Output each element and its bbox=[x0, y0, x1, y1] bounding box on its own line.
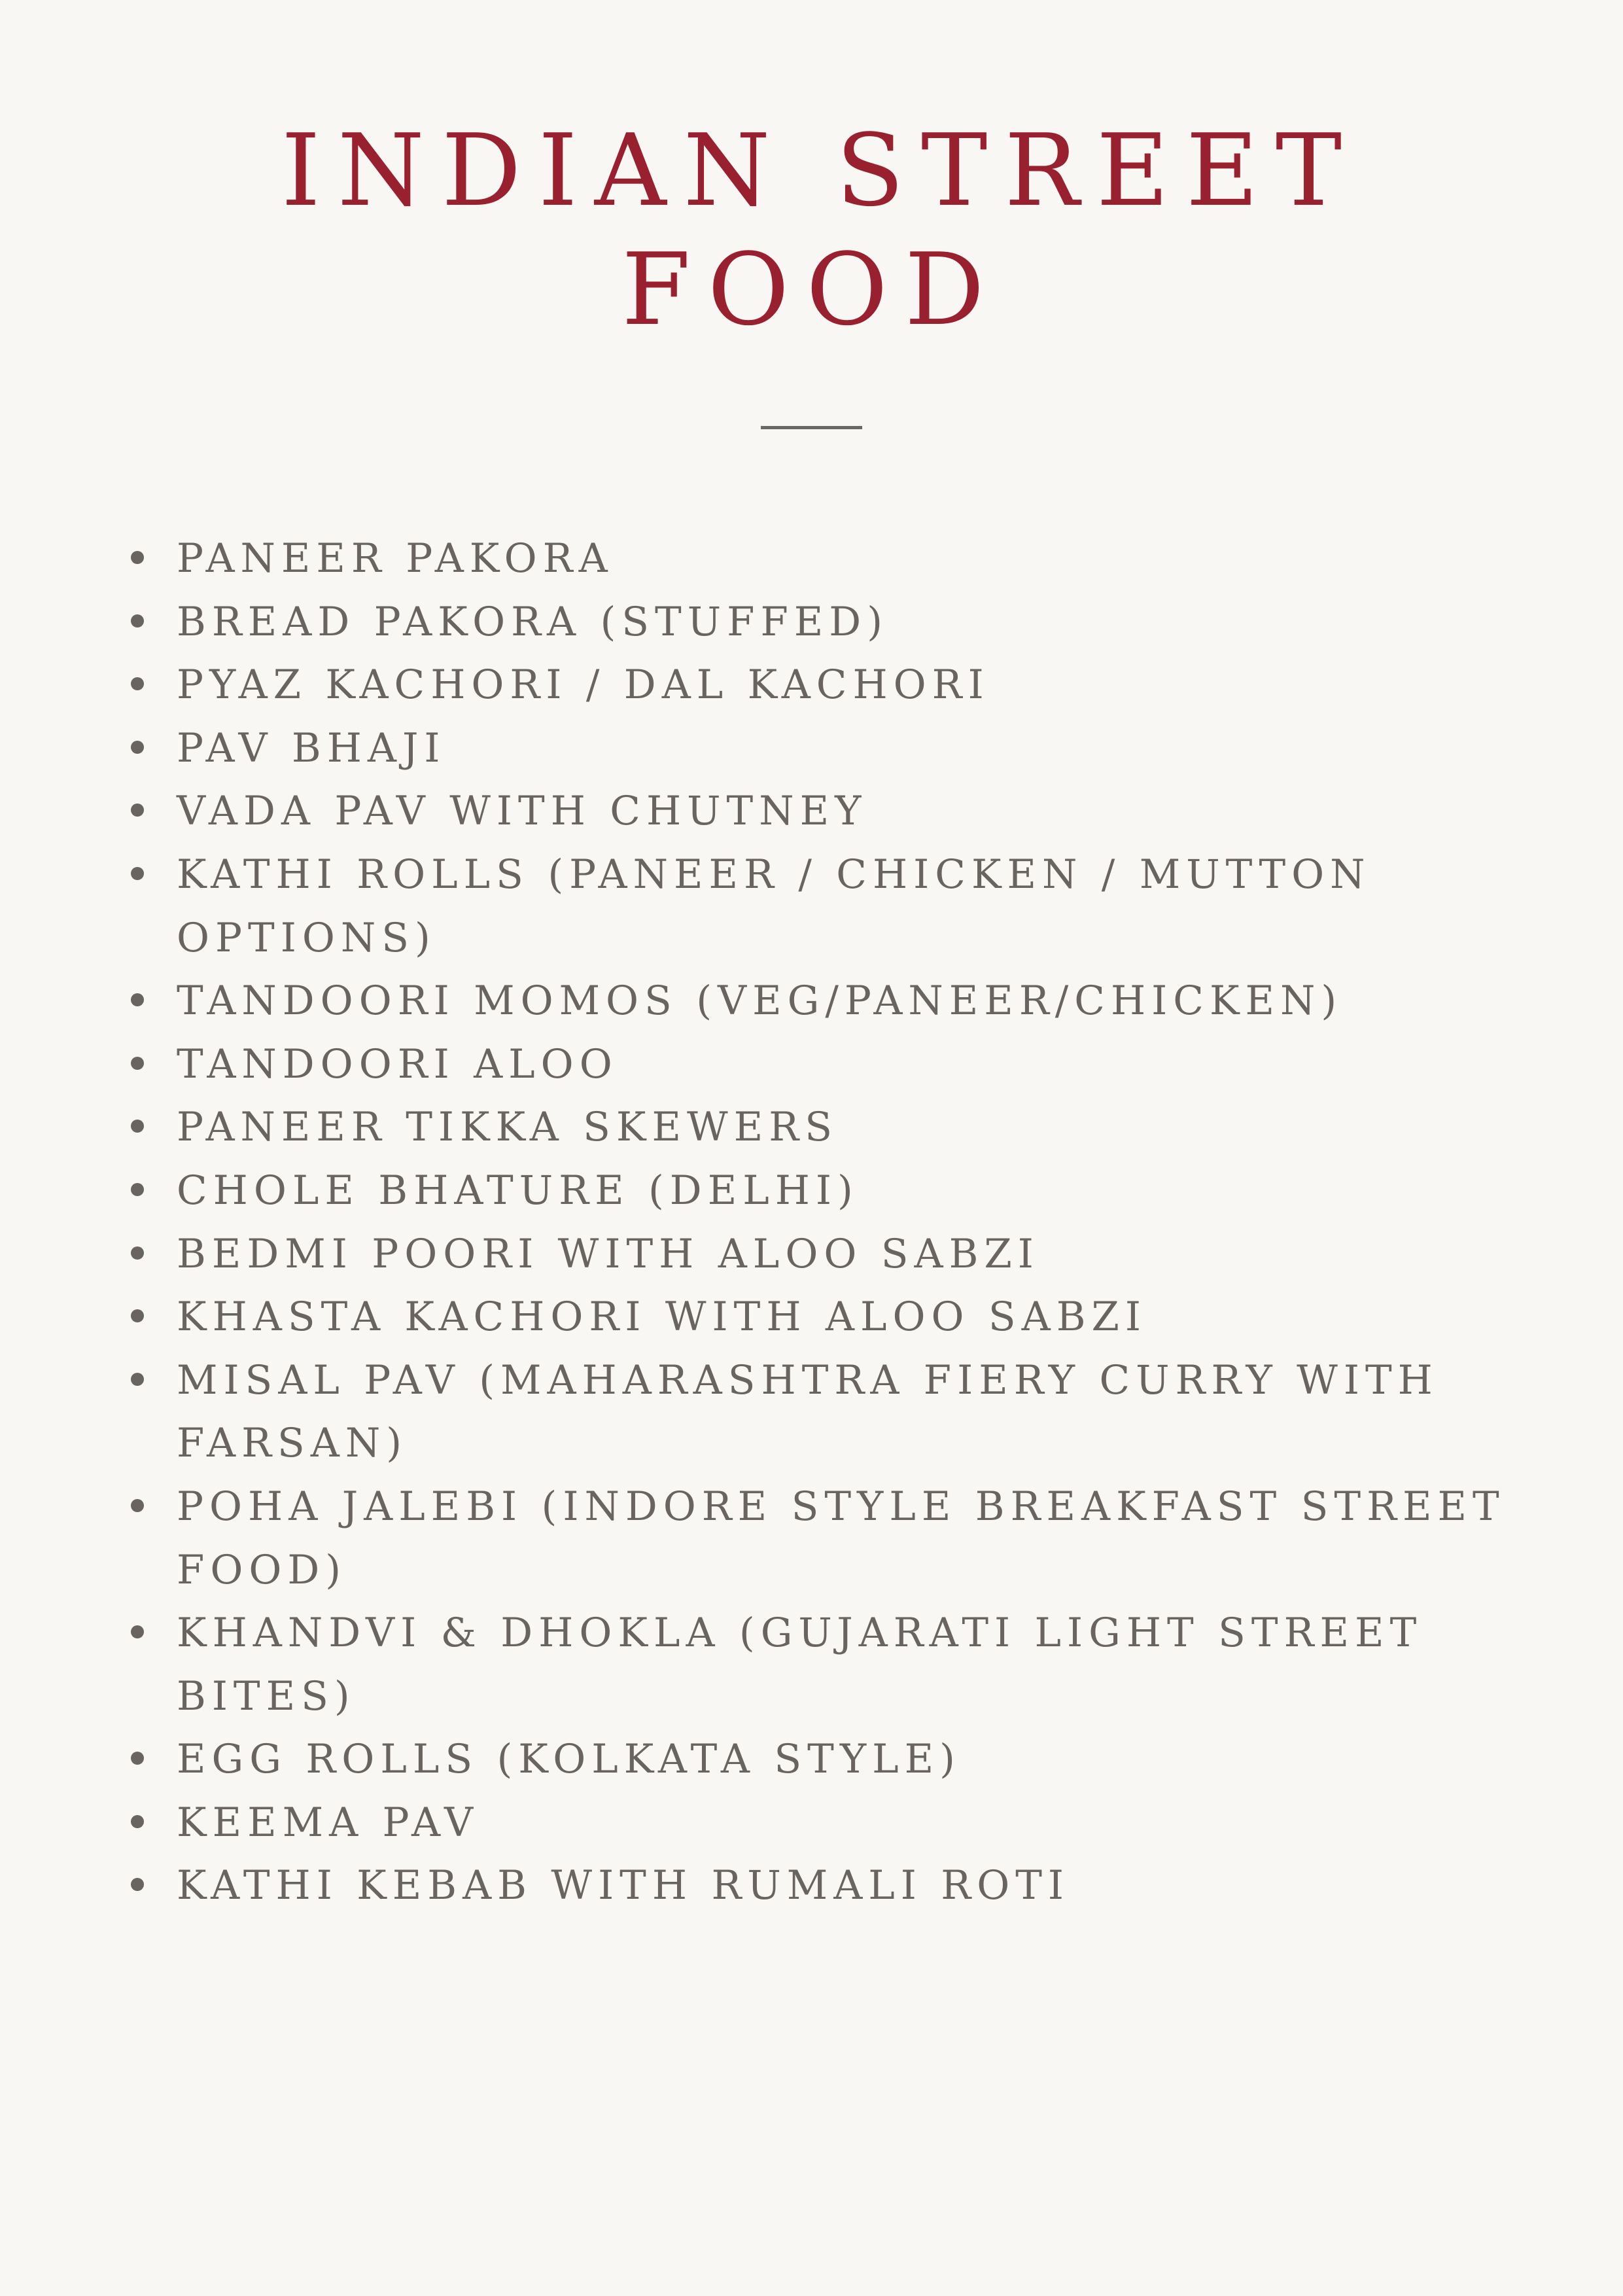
list-item-label: PANEER PAKORA bbox=[177, 535, 614, 582]
food-list bbox=[130, 527, 1529, 1918]
bullet-icon bbox=[131, 741, 144, 754]
list-item bbox=[130, 654, 1529, 717]
list-item-label: PANEER TIKKA SKEWERS bbox=[177, 1104, 838, 1151]
list-item-label: CHOLE BHATURE (DELHI) bbox=[177, 1167, 859, 1214]
list-item bbox=[130, 1286, 1529, 1349]
list-item-label: BREAD PAKORA (STUFFED) bbox=[177, 598, 889, 645]
list-item bbox=[130, 1792, 1529, 1855]
bullet-icon bbox=[131, 1625, 144, 1638]
list-item-label: PAV BHAJI bbox=[177, 724, 446, 771]
bullet-icon bbox=[131, 1183, 144, 1196]
list-item-label: BEDMI POORI WITH ALOO SABZI bbox=[177, 1230, 1039, 1277]
list-item bbox=[130, 1223, 1529, 1286]
list-item-label: KHANDVI & DHOKLA (GUJARATI LIGHT STREET BITES) bbox=[177, 1610, 1423, 1720]
list-item-label: KEEMA PAV bbox=[177, 1799, 480, 1846]
bullet-icon bbox=[131, 993, 144, 1006]
list-item bbox=[130, 1475, 1529, 1602]
bullet-icon bbox=[131, 804, 144, 817]
bullet-icon bbox=[131, 677, 144, 690]
list-item bbox=[130, 1602, 1529, 1728]
bullet-icon bbox=[131, 1499, 144, 1512]
list-item-label: KATHI ROLLS (PANEER / CHICKEN / MUTTON OPTIONS) bbox=[177, 851, 1371, 961]
bullet-icon bbox=[131, 1878, 144, 1891]
bullet-icon bbox=[131, 551, 144, 564]
bullet-icon bbox=[131, 1752, 144, 1765]
list-item-label: KHASTA KACHORI WITH ALOO SABZI bbox=[177, 1294, 1147, 1341]
list-item-label: VADA PAV WITH CHUTNEY bbox=[177, 788, 867, 835]
list-item bbox=[130, 1854, 1529, 1918]
list-item-label: MISAL PAV (MAHARASHTRA FIERY CURRY WITH FARSAN) bbox=[177, 1356, 1439, 1467]
list-item bbox=[130, 843, 1529, 970]
bullet-icon bbox=[131, 614, 144, 627]
list-item bbox=[130, 780, 1529, 843]
list-item bbox=[130, 1728, 1529, 1792]
list-item-label: PYAZ KACHORI / DAL KACHORI bbox=[177, 662, 990, 709]
list-item-label: KATHI KEBAB WITH RUMALI ROTI bbox=[177, 1862, 1070, 1909]
list-item bbox=[130, 527, 1529, 591]
list-item bbox=[130, 1033, 1529, 1097]
bullet-icon bbox=[131, 1373, 144, 1386]
bullet-icon bbox=[131, 1057, 144, 1070]
page-title: INDIAN STREET FOOD bbox=[281, 113, 1359, 347]
bullet-icon bbox=[131, 1120, 144, 1133]
list-item bbox=[130, 591, 1529, 654]
list-item-label: POHA JALEBI (INDORE STYLE BREAKFAST STREET FOOD) bbox=[177, 1483, 1505, 1593]
bullet-icon bbox=[131, 867, 144, 880]
list-item bbox=[130, 1159, 1529, 1223]
list-item bbox=[130, 1349, 1529, 1475]
list-item-label: TANDOORI ALOO bbox=[177, 1040, 618, 1087]
bullet-icon bbox=[131, 1246, 144, 1260]
bullet-icon bbox=[131, 1815, 144, 1828]
list-item bbox=[130, 717, 1529, 781]
title-divider bbox=[761, 426, 862, 429]
list-item bbox=[130, 1096, 1529, 1159]
list-item-label: EGG ROLLS (KOLKATA STYLE) bbox=[177, 1736, 961, 1783]
list-item bbox=[130, 970, 1529, 1033]
list-item-label: TANDOORI MOMOS (VEG/PANEER/CHICKEN) bbox=[177, 978, 1343, 1025]
bullet-icon bbox=[131, 1309, 144, 1322]
